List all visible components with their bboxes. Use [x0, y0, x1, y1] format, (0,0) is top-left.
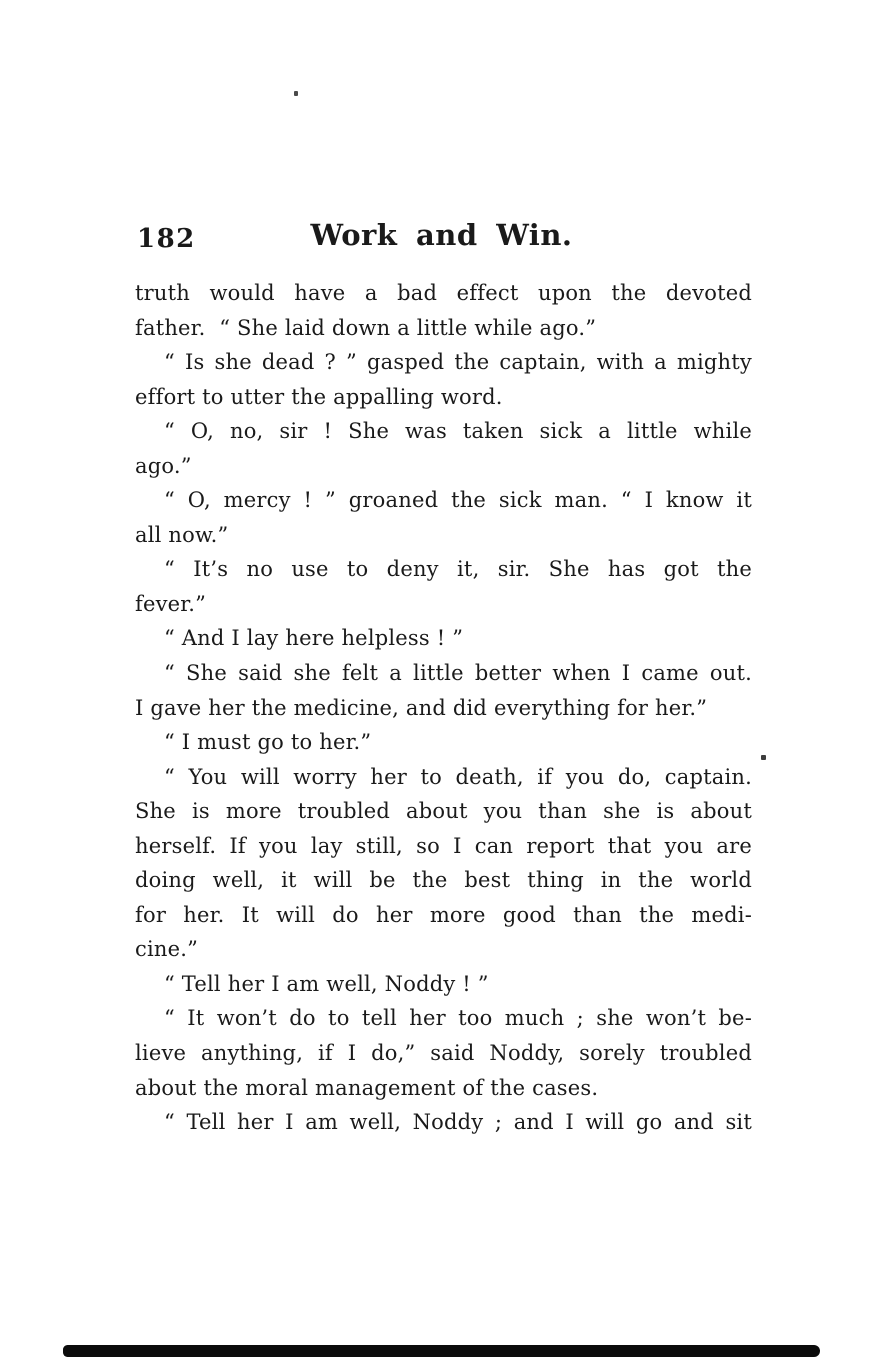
text-line: cine.”: [135, 937, 199, 962]
text-line: “ O, mercy ! ” groaned the sick man. “ I know it: [164, 488, 752, 513]
text-line: all now.”: [135, 522, 229, 547]
text-line: “ It won’t do to tell her too much ; she won’t be-: [164, 1006, 752, 1031]
text-line: herself. If you lay still, so I can report that you are: [135, 833, 752, 858]
text-line: I gave her the medicine, and did everything for her.”: [135, 695, 708, 720]
scan-speck-right: [761, 755, 766, 760]
text-line: effort to utter the appalling word.: [135, 384, 503, 409]
running-title: Work and Win.: [310, 218, 573, 252]
text-line: “ It’s no use to deny it, sir. She has got the: [164, 557, 752, 582]
scan-speck-top: [294, 91, 298, 96]
text-line: for her. It will do her more good than the medi-: [135, 902, 752, 927]
page-number: 182: [137, 224, 196, 254]
body-text: [135, 276, 752, 1140]
text-line: She is more troubled about you than she is about: [135, 799, 752, 824]
text-line: “ She said she felt a little better when I came out.: [164, 661, 752, 686]
text-line: “ Tell her I am well, Noddy ; and I will go and sit: [164, 1110, 752, 1135]
text-line: doing well, it will be the best thing in the world: [135, 868, 752, 893]
text-line: lieve anything, if I do,” said Noddy, sorely troubled: [135, 1041, 752, 1066]
text-line: “ Tell her I am well, Noddy ! ”: [164, 971, 489, 996]
text-line: fever.”: [135, 591, 207, 616]
text-line: ago.”: [135, 453, 192, 478]
text-line: father. “ She laid down a little while ago.”: [135, 315, 597, 340]
text-line: truth would have a bad effect upon the devoted: [135, 281, 752, 305]
scan-edge-bar: [63, 1345, 820, 1357]
text-line: “ O, no, sir ! She was taken sick a little while: [164, 419, 752, 444]
text-line: “ You will worry her to death, if you do, captain.: [164, 764, 752, 789]
text-line: “ Is she dead ? ” gasped the captain, with a mighty: [164, 350, 752, 375]
text-line: “ And I lay here helpless ! ”: [164, 626, 464, 651]
text-line: about the moral management of the cases.: [135, 1075, 599, 1100]
text-line: “ I must go to her.”: [164, 730, 372, 755]
